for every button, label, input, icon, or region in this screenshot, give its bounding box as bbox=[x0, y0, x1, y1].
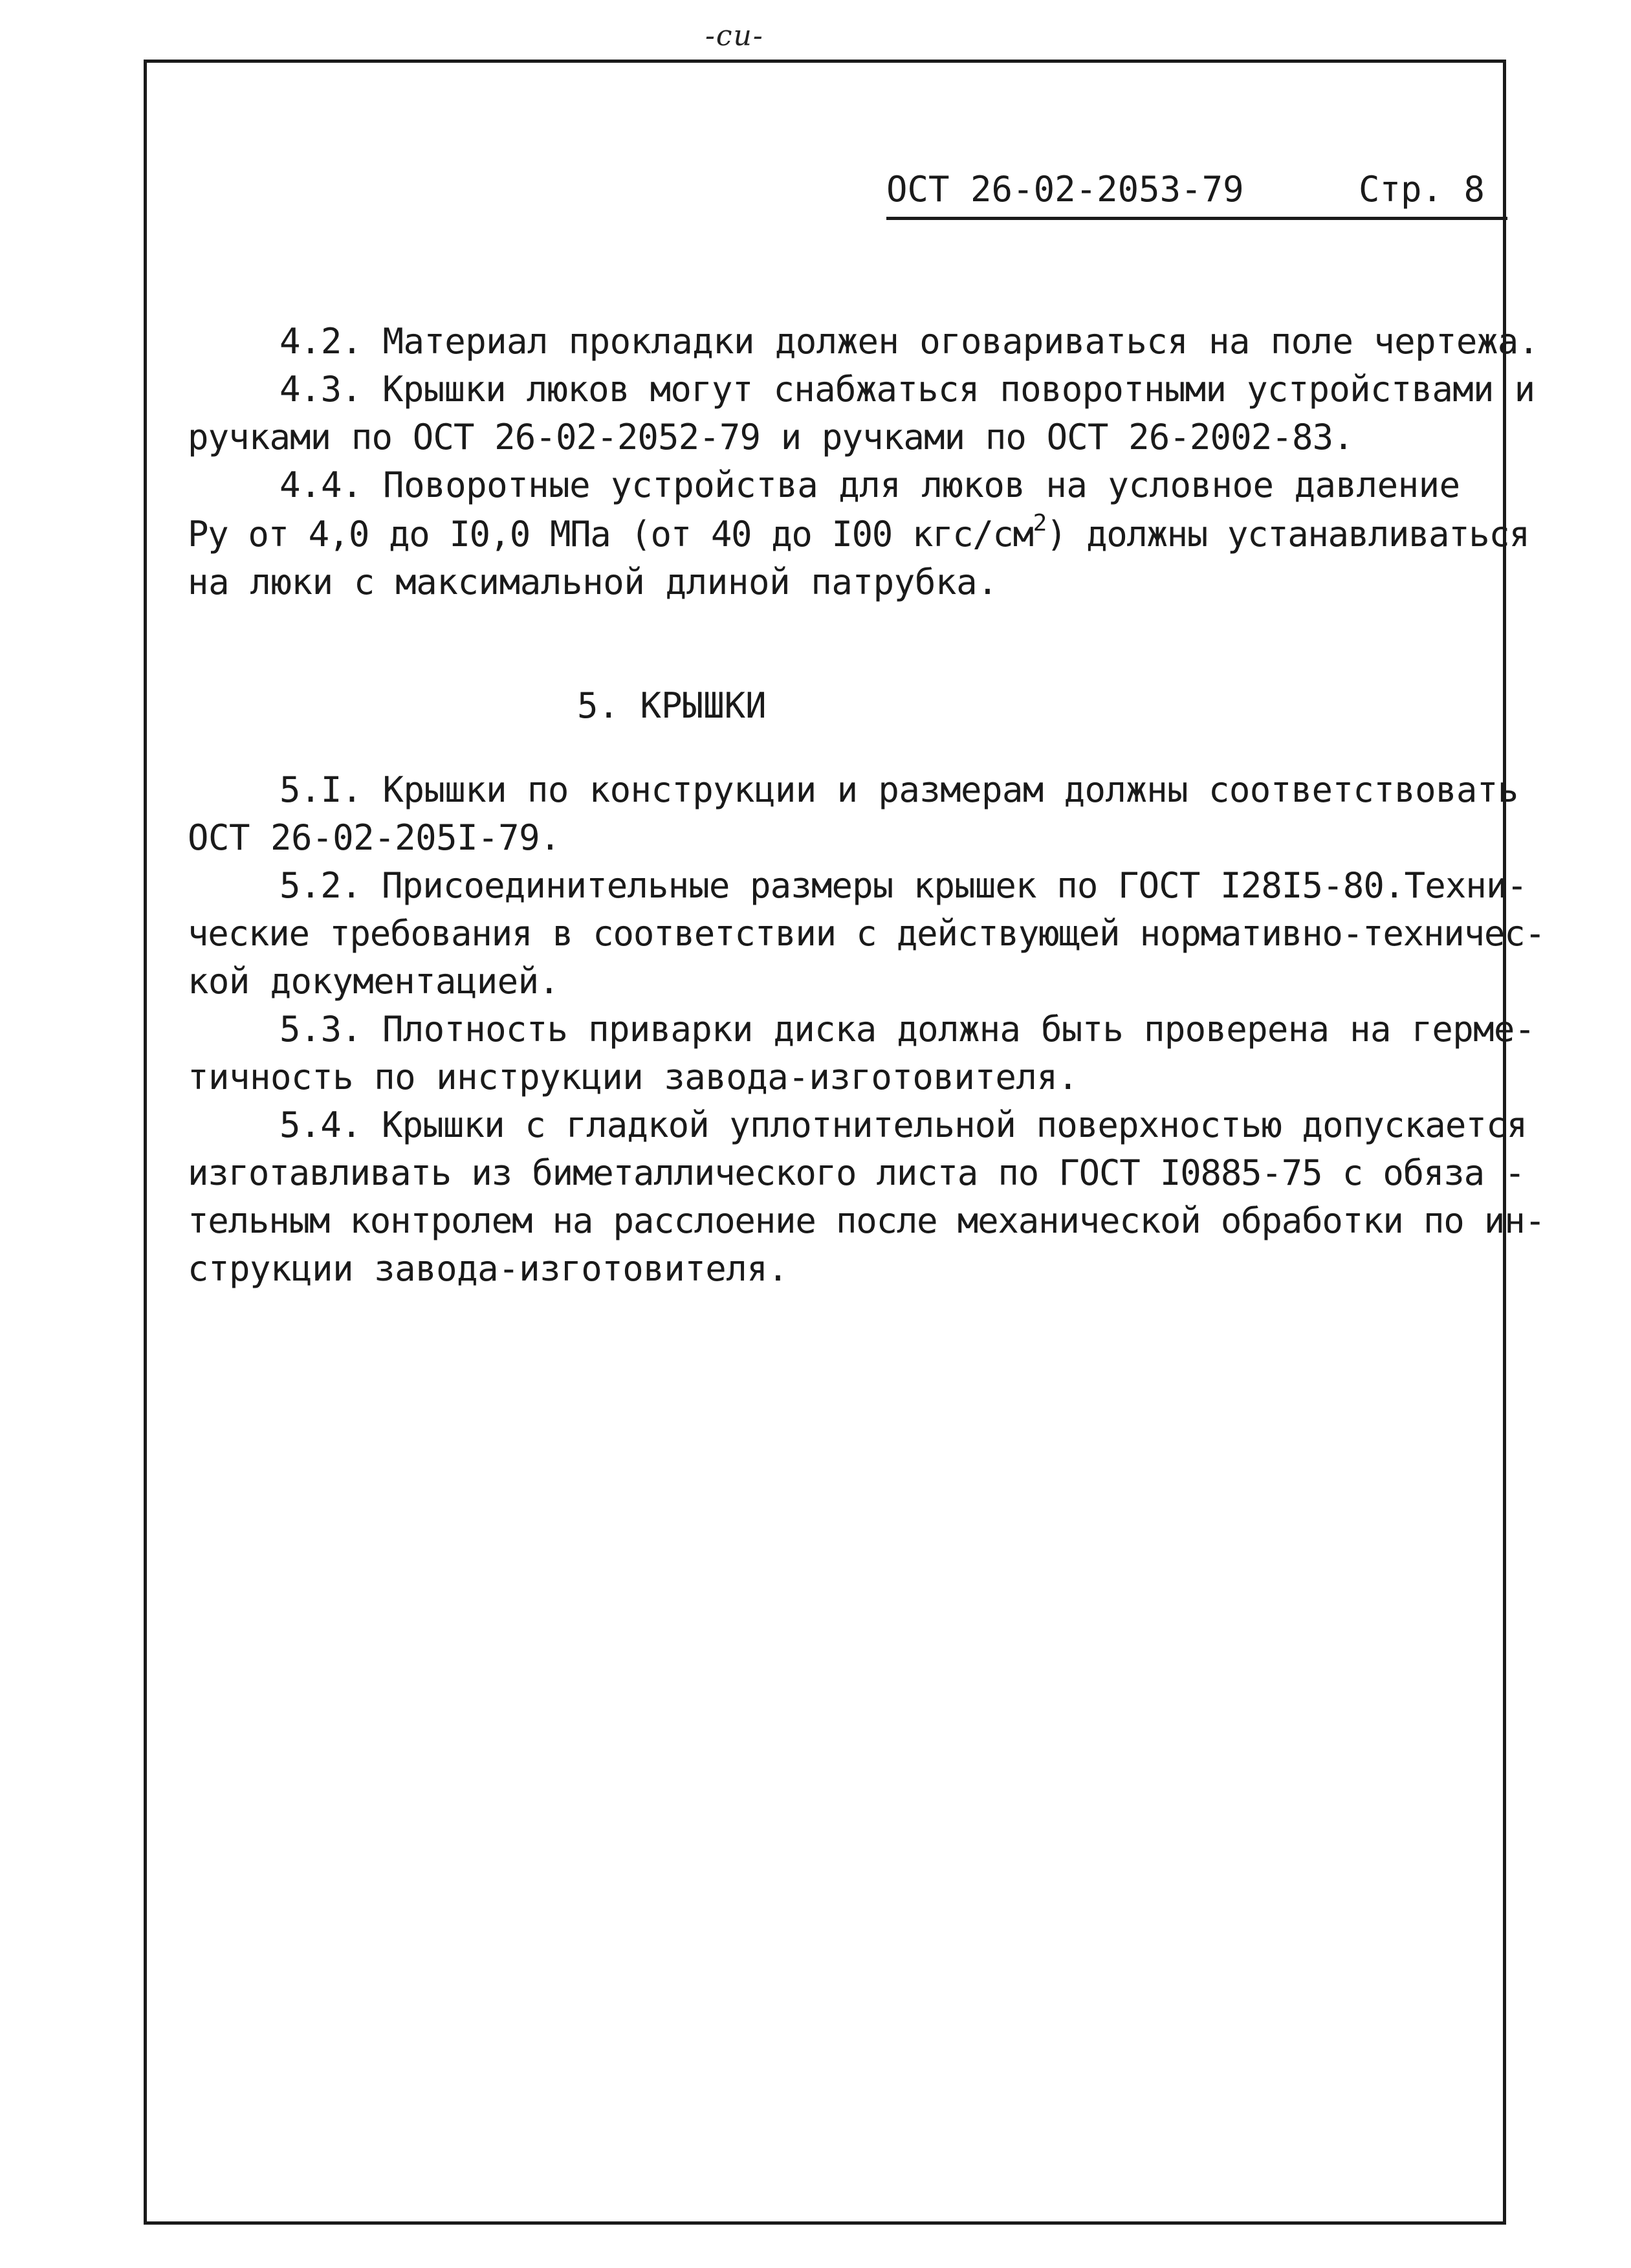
sheet-number: -си- bbox=[705, 19, 764, 52]
paragraph-5-2-line-2: ческие требования в соответствии с действующей нормативно-техничес- bbox=[188, 913, 1545, 954]
document-header bbox=[886, 165, 1507, 220]
paragraph-5-4-line-2: изготавливать из биметаллического листа по ГОСТ I0885-75 с обяза - bbox=[188, 1152, 1525, 1193]
page-number: Стр. 8 bbox=[1359, 169, 1485, 210]
paragraph-5-3-line-2: тичность по инструкции завода-изготовителя. bbox=[188, 1057, 1078, 1097]
paragraph-5-1-line-2: ОСТ 26-02-205I-79. bbox=[188, 817, 561, 858]
paragraph-5-4-line-4: струкции завода-изготовителя. bbox=[188, 1248, 789, 1289]
pressure-text: Ру от 4,0 до I0,0 МПа (от 40 до I00 кгс/см bbox=[188, 514, 1033, 555]
paragraph-4-2: 4.2. Материал прокладки должен оговариваться на поле чертежа. bbox=[279, 321, 1539, 362]
paragraph-5-1-line-1: 5.I. Крышки по конструкции и размерам должны соответствовать bbox=[279, 769, 1518, 810]
paragraph-4-4-line-2 bbox=[188, 511, 1529, 558]
section-5-title: 5. КРЫШКИ bbox=[577, 685, 767, 726]
paragraph-4-4-line-1: 4.4. Поворотные устройства для люков на условное давление bbox=[279, 465, 1460, 505]
paragraph-5-4-line-1: 5.4. Крышки с гладкой уплотнительной поверхностью допускается bbox=[279, 1105, 1527, 1145]
superscript-2: 2 bbox=[1033, 510, 1046, 536]
paragraph-5-2-line-1: 5.2. Присоединительные размеры крышек по ГОСТ I28I5-80.Техни- bbox=[279, 865, 1527, 906]
paragraph-5-4-line-3: тельным контролем на расслоение после механической обработки по ин- bbox=[188, 1200, 1545, 1241]
paragraph-4-3-line-2: ручками по ОСТ 26-02-2052-79 и ручками по ОСТ 26-2002-83. bbox=[188, 417, 1353, 457]
paragraph-5-2-line-3: кой документацией. bbox=[188, 961, 560, 1002]
paragraph-4-4-line-3: на люки с максимальной длиной патрубка. bbox=[188, 562, 998, 602]
pressure-text-end: ) должны устанавливаться bbox=[1045, 514, 1529, 555]
paragraph-5-3-line-1: 5.3. Плотность приварки диска должна быть проверена на герме- bbox=[279, 1009, 1535, 1050]
document-code: ОСТ 26-02-2053-79 bbox=[886, 169, 1244, 210]
paragraph-4-3-line-1: 4.3. Крышки люков могут снабжаться поворотными устройствами и bbox=[279, 369, 1535, 410]
